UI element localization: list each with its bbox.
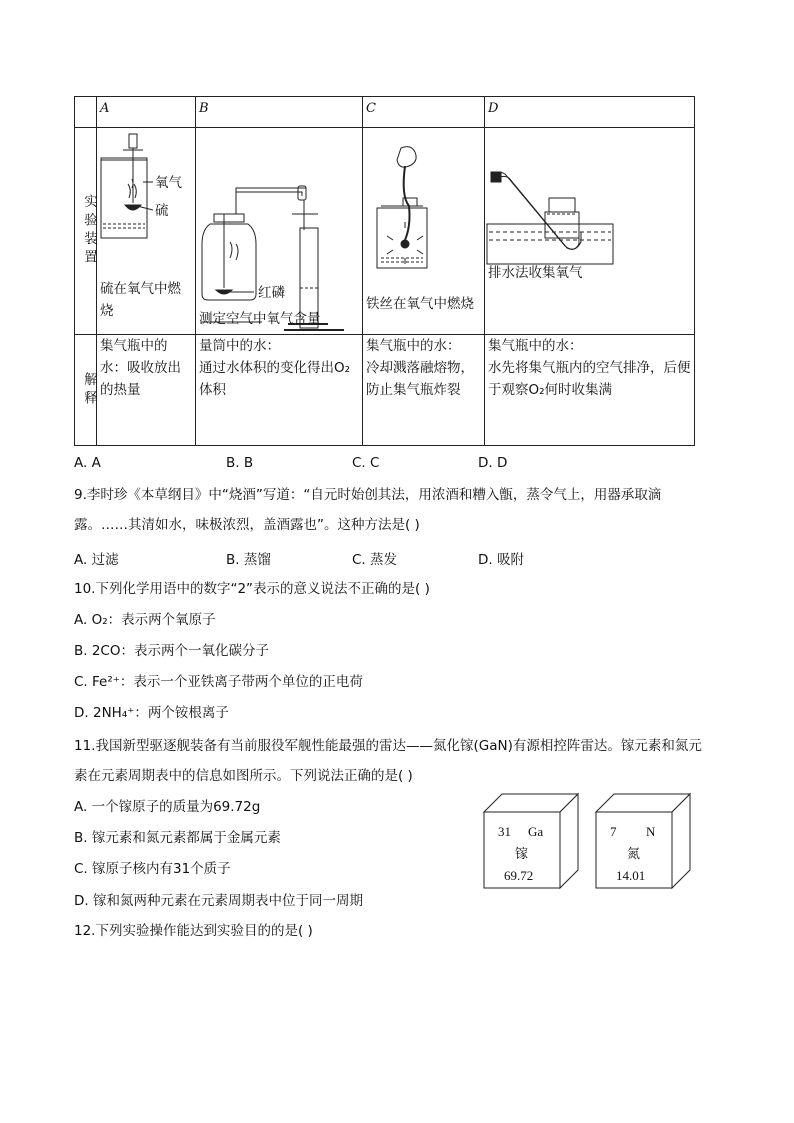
header-empty-cell bbox=[75, 97, 97, 128]
water-collection-diagram bbox=[485, 128, 695, 334]
element-cards bbox=[482, 792, 698, 892]
experiment-table bbox=[74, 96, 695, 446]
table-header-row bbox=[75, 97, 695, 128]
explain-c-line2: 冷却溅落融熔物，防止集气瓶炸裂 bbox=[366, 360, 474, 398]
q8-option-c[interactable]: C. C bbox=[352, 455, 380, 471]
q9-option-c[interactable]: C. 蒸发 bbox=[352, 552, 398, 568]
ga-mass: 69.72 bbox=[504, 868, 534, 883]
q11-option-b[interactable]: B. 镓元素和氮元素都属于金属元素 bbox=[74, 830, 281, 846]
ga-number: 31 bbox=[498, 824, 511, 839]
apparatus-a bbox=[97, 128, 196, 335]
n-number: 7 bbox=[610, 824, 617, 839]
q9-option-a[interactable]: A. 过滤 bbox=[74, 552, 119, 568]
apparatus-row-label-cell bbox=[75, 128, 97, 335]
q11-stem-line2: 素在元素周期表中的信息如图所示。下列说法正确的是( ) bbox=[74, 768, 413, 784]
explain-c-line1: 集气瓶中的水： bbox=[366, 338, 461, 354]
label-sulfur: 硫 bbox=[155, 203, 169, 219]
q11-option-c[interactable]: C. 镓原子核内有31个质子 bbox=[74, 861, 231, 877]
explain-a: 集气瓶中的水：吸收放出的热量 bbox=[97, 335, 196, 446]
q9-stem-line1: 9.李时珍《本草纲目》中“烧酒”写道：“自元时始创其法，用浓酒和糟入甑，蒸令气上，用器承取滴 bbox=[74, 487, 662, 503]
explain-b bbox=[196, 335, 363, 446]
q8-option-a[interactable]: A. A bbox=[74, 455, 101, 471]
q9-option-b[interactable]: B. 蒸馏 bbox=[226, 552, 271, 568]
header-b: B bbox=[196, 97, 363, 128]
explain-d-line1: 集气瓶中的水： bbox=[488, 338, 583, 354]
q10-option-d[interactable]: D. 2NH₄⁺：两个铵根离子 bbox=[74, 705, 229, 721]
q10-option-a[interactable]: A. O₂：表示两个氧原子 bbox=[74, 612, 216, 628]
q10-option-c[interactable]: C. Fe²⁺：表示一个亚铁离子带两个单位的正电荷 bbox=[74, 674, 363, 690]
explain-d bbox=[485, 335, 695, 446]
q11-option-d[interactable]: D. 镓和氮两种元素在元素周期表中位于同一周期 bbox=[74, 893, 363, 909]
n-symbol: N bbox=[646, 824, 656, 839]
apparatus-c bbox=[363, 128, 485, 335]
apparatus-row bbox=[75, 128, 695, 335]
caption-a: 硫在氧气中燃烧 bbox=[100, 281, 181, 319]
q11-stem-line1: 11.我国新型驱逐舰装备有当前服役军舰性能最强的雷达——氮化镓(GaN)有源相控阵雷达。镓元素和氮元 bbox=[74, 738, 702, 754]
apparatus-row-label: 实验装置 bbox=[81, 194, 97, 268]
q9-stem-line2: 露。……其清如水，味极浓烈，盖酒露也”。这种方法是( ) bbox=[74, 517, 420, 533]
ga-name: 镓 bbox=[515, 847, 529, 862]
header-a: A bbox=[97, 97, 196, 128]
explain-b-line2: 通过水体积的变化得出O₂体积 bbox=[199, 360, 351, 398]
q8-option-b[interactable]: B. B bbox=[226, 455, 254, 471]
q12-stem: 12.下列实验操作能达到实验目的的是( ) bbox=[74, 923, 313, 939]
explain-row-label-cell bbox=[75, 335, 97, 446]
q9-option-d[interactable]: D. 吸附 bbox=[478, 552, 524, 568]
ga-symbol: Ga bbox=[528, 824, 544, 839]
q10-stem: 10.下列化学用语中的数字“2”表示的意义说法不正确的是( ) bbox=[74, 581, 430, 597]
caption-d: 排水法收集氧气 bbox=[488, 265, 583, 281]
air-oxygen-diagram bbox=[196, 128, 363, 334]
q10-option-b[interactable]: B. 2CO：表示两个一氧化碳分子 bbox=[74, 643, 269, 659]
caption-b: 测定空气中氧气含量 bbox=[199, 311, 321, 327]
explain-b-line1: 量筒中的水： bbox=[199, 338, 280, 354]
n-mass: 14.01 bbox=[616, 868, 646, 883]
apparatus-d bbox=[485, 128, 695, 335]
explain-d-line2: 水先将集气瓶内的空气排净，后便于观察O₂何时收集满 bbox=[488, 360, 691, 398]
explain-c bbox=[363, 335, 485, 446]
label-red-phosphorus: 红磷 bbox=[258, 285, 285, 301]
explain-row bbox=[75, 335, 695, 446]
q8-option-d[interactable]: D. D bbox=[478, 455, 508, 471]
header-c: C bbox=[363, 97, 485, 128]
caption-c: 铁丝在氧气中燃烧 bbox=[366, 296, 474, 312]
apparatus-b bbox=[196, 128, 363, 335]
label-oxygen: 氧气 bbox=[155, 175, 182, 191]
explain-row-label: 解释 bbox=[81, 371, 97, 409]
n-name: 氮 bbox=[627, 847, 641, 862]
header-d: D bbox=[485, 97, 695, 128]
q11-option-a[interactable]: A. 一个镓原子的质量为69.72g bbox=[74, 799, 261, 815]
